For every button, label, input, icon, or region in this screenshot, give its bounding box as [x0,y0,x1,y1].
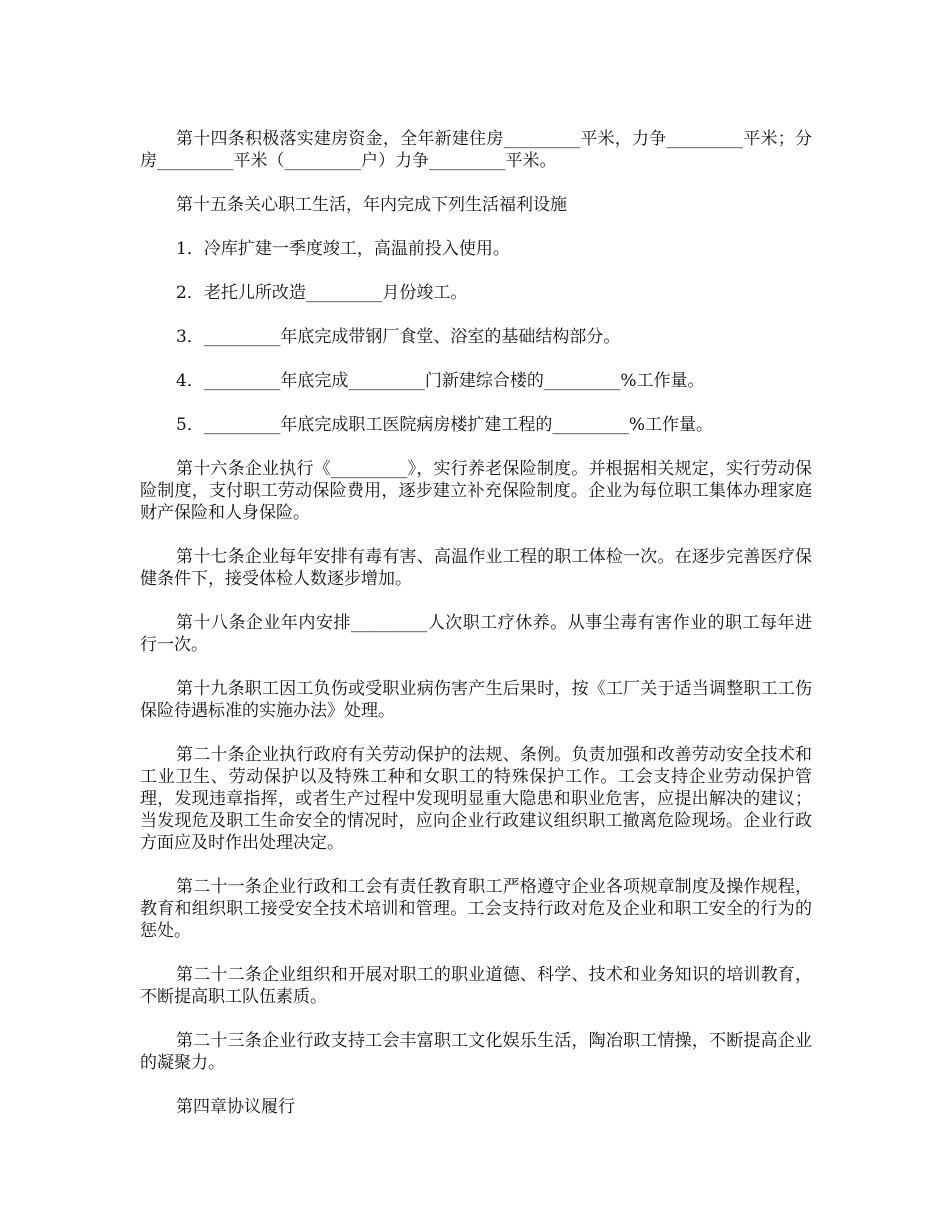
chapter-4-heading: 第四章协议履行 [176,1097,295,1117]
article-16: 第十六条企业执行《_________》，实行养老保险制度。并根据相关规定，实行劳动保险制度，支付职工劳动保险费用，逐步建立补充保险制度。企业为每位职工集体办理家庭财产保险和人身保险。 [140,459,812,523]
list-item-3: 3．_________年底完成带钢厂食堂、浴室的基础结构部分。 [176,327,621,347]
article-22: 第二十二条企业组织和开展对职工的职业道德、科学、技术和业务知识的培训教育，不断提高职工队伍素质。 [140,965,812,1007]
article-19: 第十九条职工因工负伤或受职业病伤害产生后果时，按《工厂关于适当调整职工工伤保险待遇标准的实施办法》处理。 [140,679,812,721]
article-23: 第二十三条企业行政支持工会丰富职工文化娱乐生活，陶冶职工情操，不断提高企业的凝聚力。 [140,1031,812,1073]
list-item-4: 4．_________年底完成_________门新建综合楼的_________%工作量。 [176,371,705,391]
article-14: 第十四条积极落实建房资金，全年新建住房_________平米，力争_________平米；分房_________平米（_________户）力争_________平米。 [140,129,812,171]
list-item-5: 5．_________年底完成职工医院病房楼扩建工程的_________%工作量。 [176,415,713,435]
article-15: 第十五条关心职工生活，年内完成下列生活福利设施 [176,195,567,215]
article-21: 第二十一条企业行政和工会有责任教育职工严格遵守企业各项规章制度及操作规程，教育和组织职工接受安全技术培训和管理。工会支持行政对危及企业和职工安全的行为的惩处。 [140,877,812,941]
article-20: 第二十条企业执行政府有关劳动保护的法规、条例。负责加强和改善劳动安全技术和工业卫生、劳动保护以及特殊工种和女职工的特殊保护工作。工会支持企业劳动保护管理，发现违章指挥，或者生产过程中发现明显重大隐患和职业危害，应提出解决的建议；当发现危及职工生命安全的情况时，应向企业行政建议组织职工撤离危险现场。企业行政方面应及时作出处理决定。 [140,745,812,853]
list-item-1: 1．冷库扩建一季度竣工，高温前投入使用。 [176,239,510,259]
list-item-2: 2．老托儿所改造_________月份竣工。 [176,283,468,303]
article-17: 第十七条企业每年安排有毒有害、高温作业工程的职工体检一次。在逐步完善医疗保健条件下，接受体检人数逐步增加。 [140,547,812,589]
document-page [140,128,812,1140]
article-18: 第十八条企业年内安排_________人次职工疗休养。从事尘毒有害作业的职工每年进行一次。 [140,613,812,655]
